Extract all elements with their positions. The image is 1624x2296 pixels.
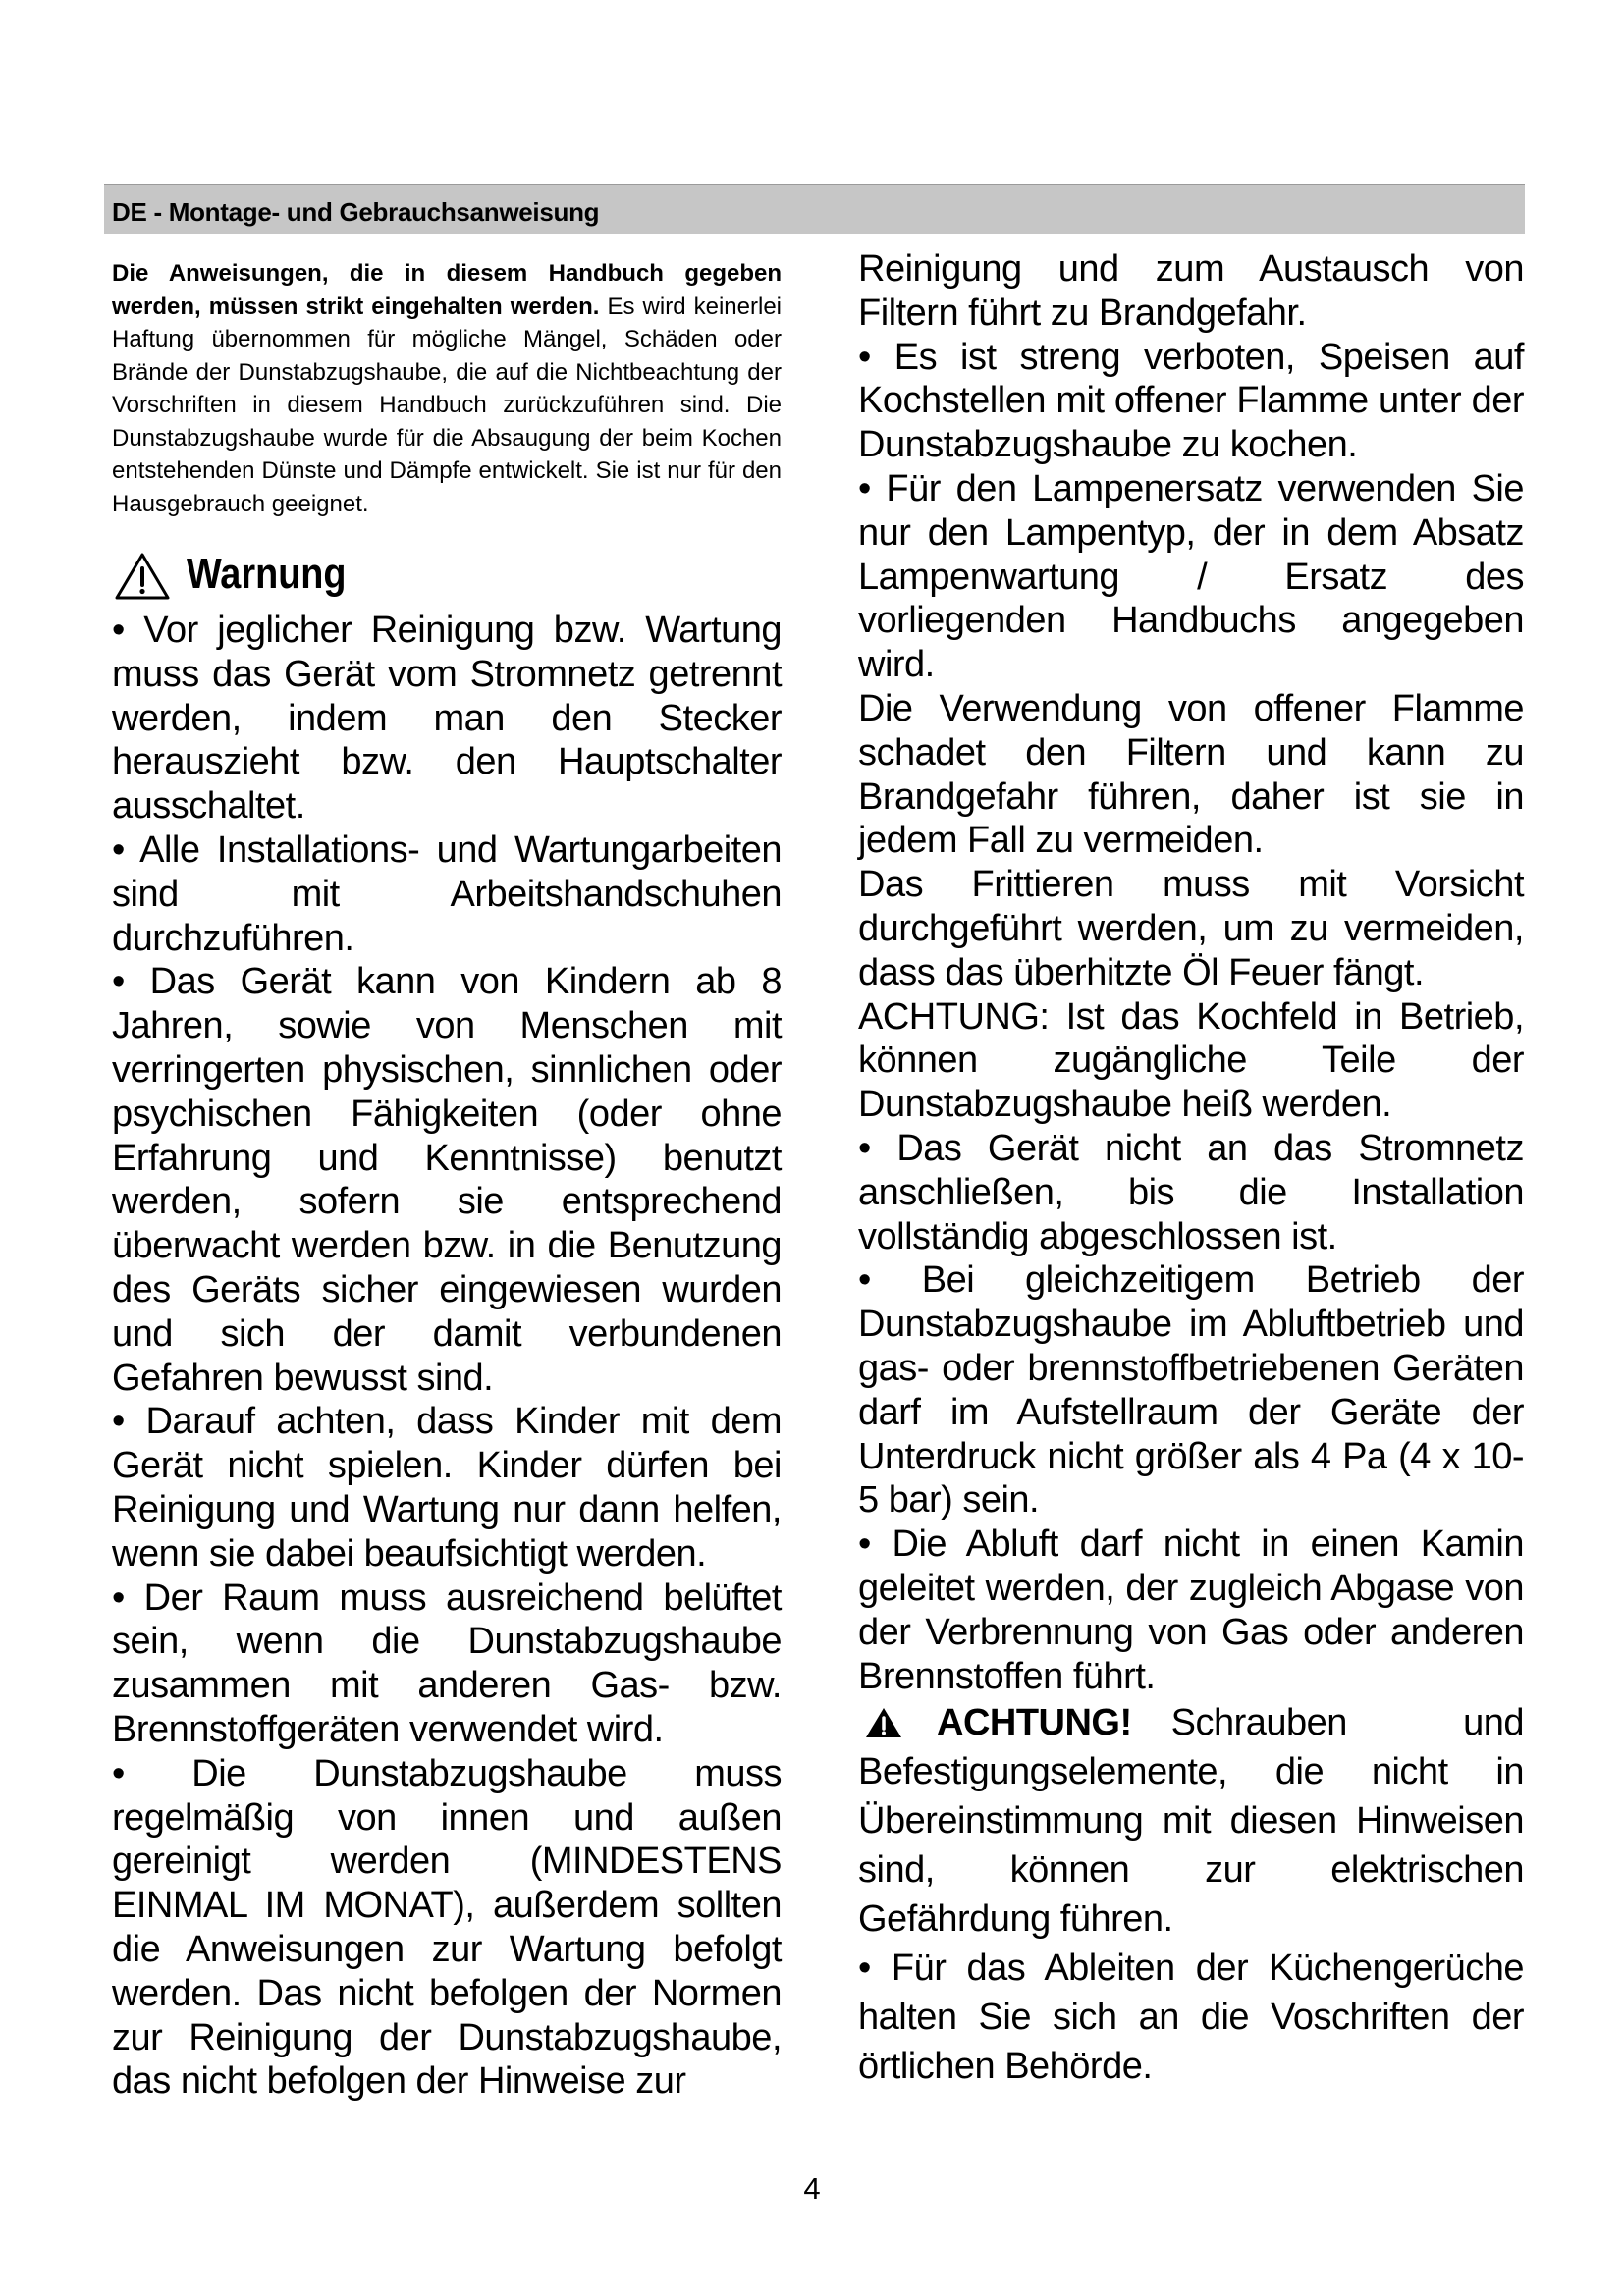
achtung-label: ACHTUNG! [937, 1702, 1132, 1744]
right-paragraph: • Es ist streng verboten, Speisen auf Kochstellen mit offener Flamme unter der Dunstabzugshaube zu kochen. [858, 336, 1524, 466]
right-paragraph: • Das Gerät nicht an das Stromnetz anschließen, bis die Installation vollständig abgeschlossen ist. [858, 1127, 1524, 1257]
achtung-block [858, 1698, 1524, 1944]
achtung-first-line [858, 1698, 1524, 1747]
warning-list [112, 609, 782, 2104]
right-column [858, 247, 1524, 2091]
intro-paragraph [112, 257, 782, 520]
right-paragraph: ACHTUNG: Ist das Kochfeld in Betrieb, können zugängliche Teile der Dunstabzugshaube heiß werden. [858, 995, 1524, 1126]
warning-item: • Die Dunstabzugshaube muss regelmäßig von innen und außen gereinigt werden (MINDESTENS EINMAL IM MONAT), außerdem sollten die Anweisungen zur Wartung befolgt werden. Das nicht befolgen der Normen zur Reinigung der Dunstabzugshaube, das nicht befolgen der Hinweise zur [112, 1752, 782, 2103]
achtung-text: Befestigungselemente, die nicht in Übereinstimmung mit diesen Hinweisen sind, können zur elektrischen Gefährdung führen. [858, 1751, 1524, 1941]
right-paragraph: Das Frittieren muss mit Vorsicht durchgeführt werden, um zu vermeiden, dass das überhitzte Öl Feuer fängt. [858, 864, 1524, 993]
page-number: 4 [803, 2171, 821, 2206]
right-paragraph: • Für den Lampenersatz verwenden Sie nur den Lampentyp, der in dem Absatz Lampenwartung / Ersatz des vorliegenden Handbuchs angegeben wird. [858, 467, 1524, 686]
achtung-word: und [1463, 1702, 1524, 1744]
warning-item: • Das Gerät kann von Kindern ab 8 Jahren, sowie von Menschen mit verringerten physischen, sinnlichen oder psychischen Fähigkeiten (oder ohne Erfahrung und Kenntnisse) benutzt werden, sofern sie entsprechend überwacht werden bzw. in die Benutzung des Geräts sicher eingewiesen wurden und sich der damit verbundenen Gefahren bewusst sind. [112, 961, 782, 1399]
achtung-first-words [1171, 1698, 1524, 1747]
warning-title: Warnung [187, 550, 347, 598]
warning-item: • Alle Installations- und Wartungarbeiten sind mit Arbeitshandschuhen durchzuführen. [112, 828, 782, 959]
warning-item: • Darauf achten, dass Kinder mit dem Gerät nicht spielen. Kinder dürfen bei Reinigung und Wartung nur dann helfen, wenn sie dabei beaufsichtigt werden. [112, 1401, 782, 1575]
section-title: DE - Montage- und Gebrauchsanweisung [112, 197, 600, 227]
warning-item: • Vor jeglicher Reinigung bzw. Wartung muss das Gerät vom Stromnetz getrennt werden, indem man den Stecker herauszieht bzw. den Hauptschalter ausschaltet. [112, 610, 782, 828]
final-paragraph: • Für das Ableiten der Küchengerüche halten Sie sich an die Voschriften der örtlichen Behörde. [858, 1948, 1524, 2088]
intro-text: Es wird keinerlei Haftung übernommen für mögliche Mängel, Schäden oder Brände der Dunstabzugshaube, die auf die Nichtbeachtung der Vorschriften in diesem Handbuch zurückzuführen sind. Die Dunstabzugshaube wurde für die Absaugung der beim Kochen entstehenden Dünste und Dämpfe entwickelt. Sie ist nur für den Hausgebrauch geeignet. [112, 293, 782, 517]
intro-bold: Die Anweisungen, die in diesem Handbuch gegeben werden, müssen strikt eingehalten werden. [112, 260, 782, 320]
right-paragraph: • Bei gleichzeitigem Betrieb der Dunstabzugshaube im Abluftbetrieb und gas- oder brennstoffbetriebenen Geräten darf im Aufstellraum der Geräte der Unterdruck nicht größer als 4 Pa (4 x 10-5 bar) sein. [858, 1259, 1524, 1522]
right-paragraph: Die Verwendung von offener Flamme schadet den Filtern und kann zu Brandgefahr führen, daher ist sie in jedem Fall zu vermeiden. [858, 687, 1524, 862]
warning-filled-icon [864, 1706, 903, 1739]
warning-triangle-icon [114, 552, 171, 601]
section-header-bar [104, 184, 1525, 234]
right-paragraph: • Die Abluft darf nicht in einen Kamin geleitet werden, der zugleich Abgase von der Verbrennung von Gas oder anderen Brennstoffen führt. [858, 1523, 1524, 1697]
left-column [112, 257, 782, 2104]
warning-item: • Der Raum muss ausreichend belüftet sein, wenn die Dunstabzugshaube zusammen mit anderen Gas- bzw. Brennstoffgeräten verwendet wird. [112, 1576, 782, 1750]
warning-heading [112, 548, 782, 603]
right-paragraph: Reinigung und zum Austausch von Filtern führt zu Brandgefahr. [858, 248, 1524, 334]
achtung-word: Schrauben [1170, 1702, 1347, 1744]
